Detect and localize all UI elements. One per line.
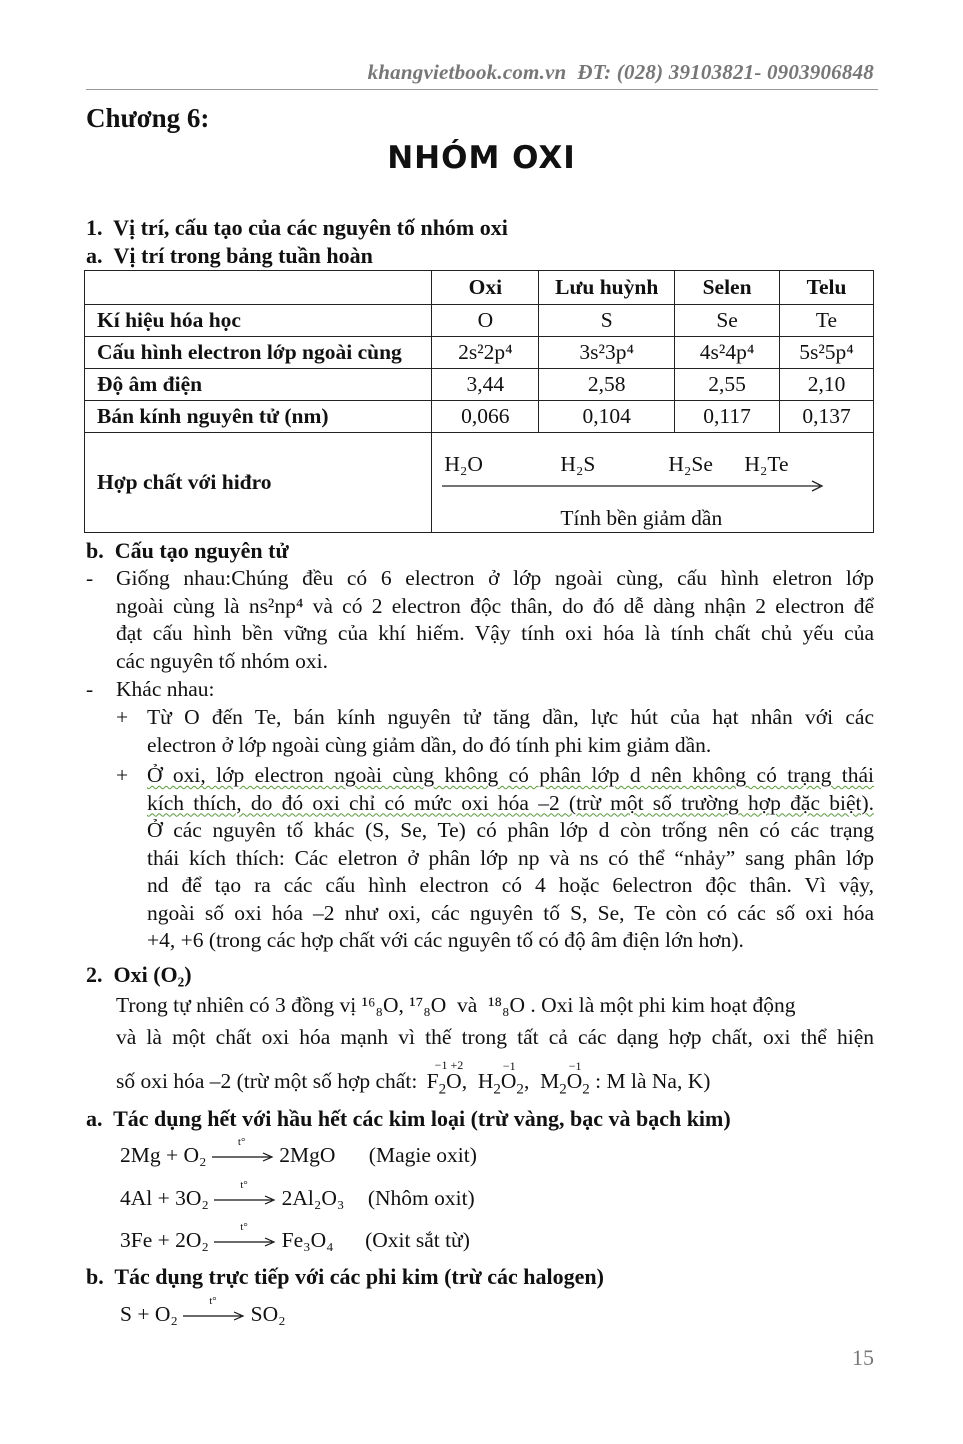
s2-sub-b-heading [86,1264,604,1290]
equation-al [120,1179,475,1211]
col-header: Lưu huỳnh [539,271,675,305]
header-phone: ĐT: (028) 39103821- 0903906848 [577,60,874,84]
isotope-17: ¹⁷₈O [409,993,447,1017]
oxidation-line-3 [116,1058,711,1098]
eq-lhs: 4Al + 3O₂ [120,1186,209,1210]
table-cell: Se [675,305,780,337]
table-row [85,369,874,401]
hydride-h2o: H₂O [444,451,483,476]
equation-mg [120,1136,477,1168]
hydride-cell [432,433,874,533]
equation-fe [120,1221,470,1253]
bullet-plus-icon: + [116,763,129,787]
sub-a-letter: a. [86,243,103,268]
s2-sub-a-heading [86,1106,731,1132]
diff2-line-3: Ở các nguyên tố khác (S, Se, Te) có phân lớp d còn trống nên có các trạng [147,818,874,842]
same-line-2: ngoài cùng là ns²np⁴ và có 2 electron độc thân, do đó dễ dàng nhận 2 electron để [116,593,874,618]
eq-name: (Oxit sắt từ) [365,1228,470,1252]
oxidation-text-b: : M là Na, K) [595,1069,711,1093]
table-cell: 5s²5p⁴ [780,337,874,369]
s2-sub-b-letter: b. [86,1264,104,1289]
table-cell: S [539,305,675,337]
page-number: 15 [852,1345,874,1370]
isotope-line: Trong tự nhiên có 3 đồng vị ¹⁶₈O, ¹⁷₈O và ¹⁸₈O . Oxi là một phi kim hoạt động [116,993,796,1017]
col-header: Oxi [432,271,539,305]
eq-rhs: 2Al₂O₃ [281,1186,345,1210]
hydride-h2s: H₂S [560,451,596,476]
table-row [85,305,874,337]
col-header: Selen [675,271,780,305]
table-corner [85,271,432,305]
same-line-3: đạt cấu hình bền vững của khí hiếm. Vậy tính oxi hóa là tính chất chủ yếu của [116,621,874,645]
table-cell: 2,55 [675,369,780,401]
eq-lhs: 3Fe + 2O₂ [120,1228,209,1252]
table-cell: 2s²2p⁴ [432,337,539,369]
diff2-line-4: thái kích thích: Các eletron ở phân lớp np và ns có thể “nhảy” sang phân lớp [147,845,874,870]
diff1-paragraph [147,704,874,759]
table-header-row [85,271,874,305]
oxidation-line-2: và là một chất oxi hóa mạnh vì thế trong tất cả các dạng hợp chất, oxi thể hiện [116,1025,874,1049]
eq-rhs: Fe₃O₄ [281,1228,334,1252]
section1-heading [86,215,508,241]
hydride-h2se: H₂Se [668,451,713,476]
table-cell: 0,066 [432,401,539,433]
exception-compounds: −1 +2 $F_2O$, $H_2O$ −1 $_2$, $M_2O$ −1 $_2$ [426,1058,590,1098]
row-label: Bán kính nguyên tử (nm) [85,401,432,433]
s2-sub-a-title: Tác dụng hết với hầu hết các kim loại (trừ vàng, bạc và bạch kim) [113,1106,731,1131]
diff-label: Khác nhau: [116,677,215,701]
row-label: Độ âm điện [85,369,432,401]
sub-b-title: Cấu tạo nguyên tử [114,538,289,563]
row-label: Hợp chất với hiđro [85,433,432,533]
isotope-and: và [457,993,478,1017]
table-cell: 3,44 [432,369,539,401]
diff2-line-2: kích thích, do đó oxi chỉ có mức oxi hóa –2 (trừ một số trường hợp đặc biệt). [147,790,874,815]
table-cell: 0,117 [675,401,780,433]
table-cell: 4s²4p⁴ [675,337,780,369]
diff1-line-1: Từ O đến Te, bán kính nguyên tử tăng dần, lực hút của hạt nhân với các [147,705,874,729]
table-row [85,401,874,433]
row-label: Kí hiệu hóa học [85,305,432,337]
eq-name: (Magie oxit) [368,1143,477,1167]
equation-s [120,1295,286,1327]
hydride-h2te: H₂Te [744,451,789,476]
page-title: NHÓM OXI [387,140,576,176]
isotope-text-a: Trong tự nhiên có 3 đồng vị [116,993,357,1017]
diff2-line-5: nd để tạo ra các cấu hình electron có 4 hoặc 6electron độc thân. Vì vậy, [147,873,874,897]
diff1-line-2: electron ở lớp ngoài cùng giảm dần, do đó tính phi kim giảm dần. [147,732,712,757]
table-cell: 0,137 [780,401,874,433]
same-line-1: Chúng đều có 6 electron ở lớp ngoài cùng, cấu hình eletron lớp [231,566,874,590]
table-cell: 3s²3p⁴ [539,337,675,369]
sub-b-letter: b. [86,538,104,563]
table-cell: 2,58 [539,369,675,401]
eq-lhs: S + O₂ [120,1302,178,1326]
table-cell: 2,10 [780,369,874,401]
trend-arrow-icon [442,479,827,493]
same-line-4: các nguyên tố nhóm oxi. [116,648,328,673]
section2-heading [86,962,192,988]
bullet-dash-icon: - [86,677,94,701]
chapter-label: Chương 6: [86,103,210,133]
diff2-paragraph [147,762,874,955]
same-paragraph [116,565,874,675]
s2-sub-b-title: Tác dụng trực tiếp với các phi kim (trừ các halogen) [114,1264,604,1289]
eq-name: (Nhôm oxit) [367,1186,475,1210]
table-row [85,337,874,369]
sub-a-title: Vị trí trong bảng tuần hoàn [113,243,373,268]
reaction-arrow-icon: t° [212,1148,274,1162]
isotope-16: ¹⁶₈O [361,993,399,1017]
header-site: khangvietbook.com.vn [367,60,567,84]
oxidation-text-a: số oxi hóa –2 (trừ một số hợp chất: [116,1069,418,1093]
bullet-dash-icon: - [86,566,94,590]
s2-sub-a-letter: a. [86,1106,103,1131]
eq-rhs: 2MgO [279,1143,336,1167]
sub-b-heading [86,538,289,564]
isotope-text-b: . Oxi là một phi kim hoạt động [530,993,796,1017]
col-header: Telu [780,271,874,305]
reaction-arrow-icon: t° [214,1233,276,1247]
table-cell: 0,104 [539,401,675,433]
section2-title: Oxi (O₂) [113,962,192,987]
eq-lhs: 2Mg + O₂ [120,1143,207,1167]
section1-num: 1. [86,215,103,240]
page-header [86,60,874,85]
diff2-line-7: +4, +6 (trong các hợp chất với các nguyên tố có độ âm điện lớn hơn). [147,928,744,952]
table-row-hydride [85,433,874,533]
reaction-arrow-icon: t° [183,1307,245,1321]
table-cell: O [432,305,539,337]
section2-num: 2. [86,962,103,987]
header-rule [86,89,878,90]
diff2-line-1: Ở oxi, lớp electron ngoài cùng không có phân lớp d nên không có trạng thái [147,763,874,787]
table-cell: Te [780,305,874,337]
reaction-arrow-icon: t° [214,1191,276,1205]
isotope-18: ¹⁸₈O [488,993,526,1017]
group-table [84,270,874,533]
bullet-plus-icon: + [116,705,129,729]
hydride-trend: Tính bền giảm dần [560,505,723,530]
row-label: Cấu hình electron lớp ngoài cùng [85,337,432,369]
same-label: Giống nhau: [116,566,232,590]
section1-title: Vị trí, cấu tạo của các nguyên tố nhóm oxi [113,215,508,240]
diff2-line-6: ngoài số oxi hóa –2 như oxi, các nguyên tố S, Se, Te còn có các số oxi hóa [147,900,874,925]
sub-a-heading [86,243,373,269]
eq-rhs: SO₂ [250,1302,286,1326]
